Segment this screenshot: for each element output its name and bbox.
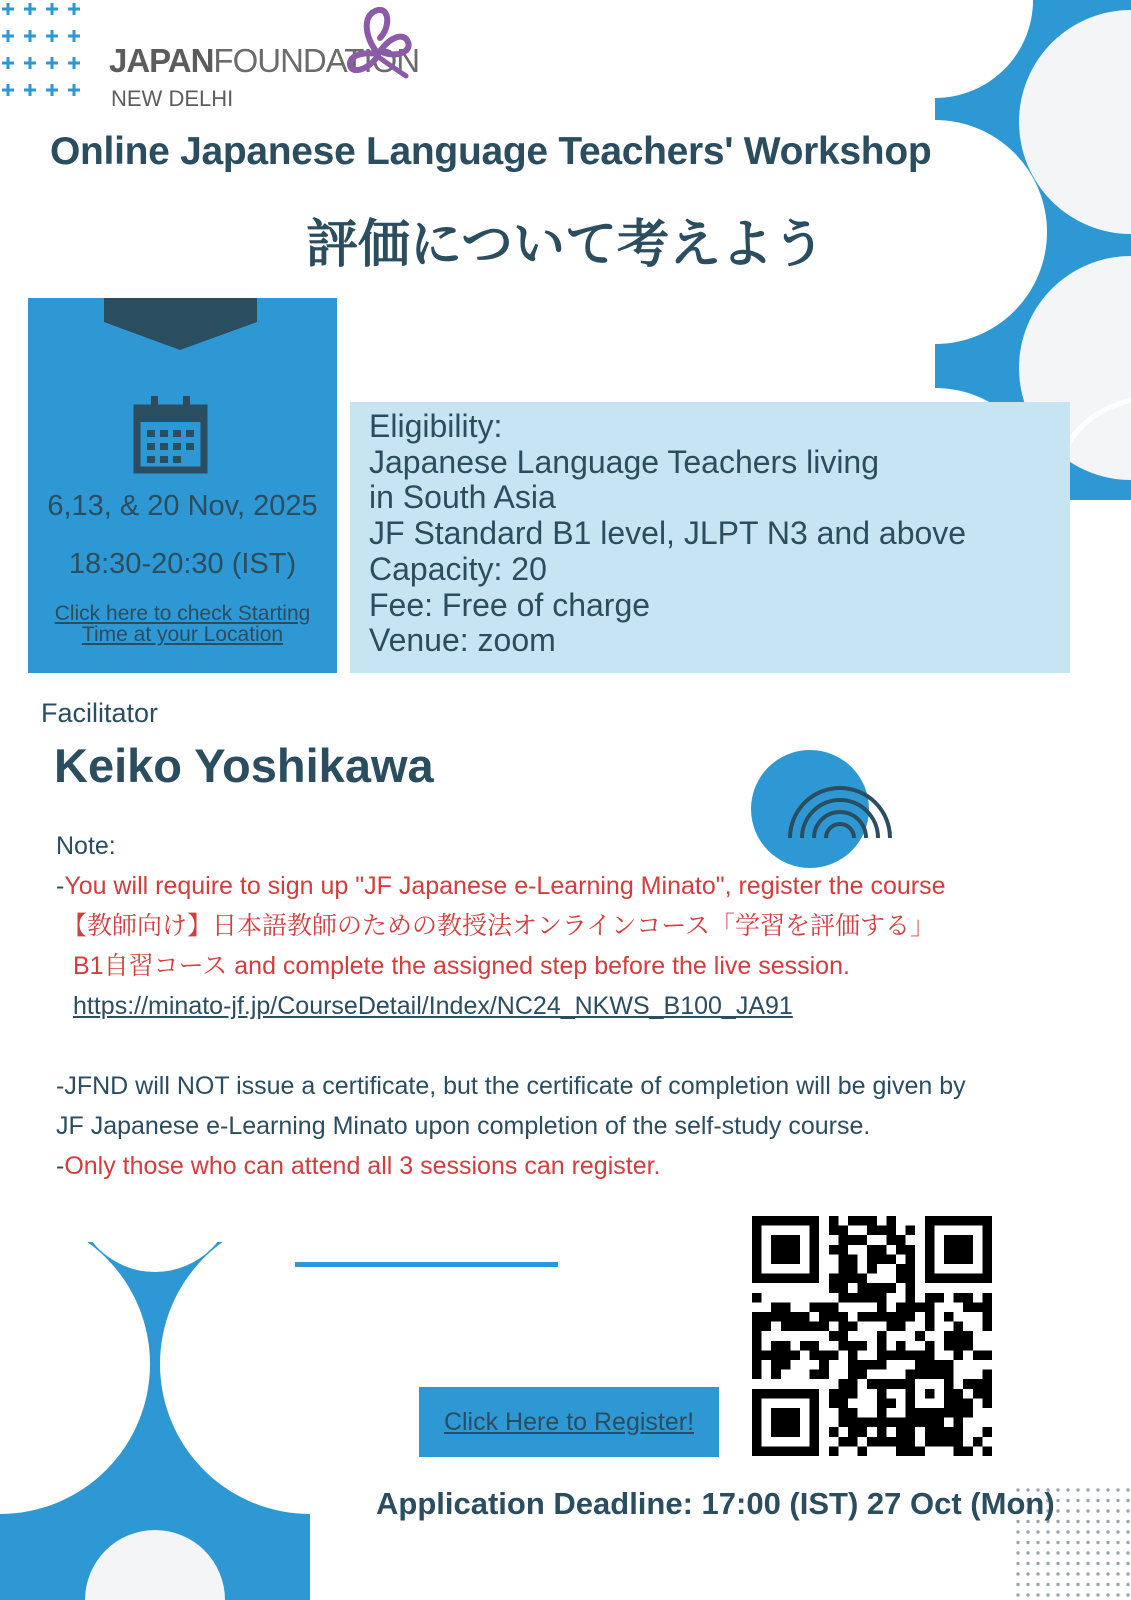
note-item-1-line-1	[56, 866, 966, 906]
notes-section	[56, 826, 966, 1186]
note-item-1-text: You will require to sign up "JF Japanese e-Learning Minato", register the course	[64, 872, 946, 900]
eligibility-line-1: Japanese Language Teachers living	[369, 443, 880, 480]
course-url-link[interactable]: https://minato-jf.jp/CourseDetail/Index/NC24_NKWS_B100_JA91	[73, 992, 793, 1020]
venue: Venue: zoom	[369, 622, 556, 659]
details-list	[369, 409, 966, 659]
facilitator-name: Keiko Yoshikawa	[54, 739, 434, 792]
facilitator-label: Facilitator	[41, 698, 159, 728]
logo-brand-rest: FOUNDATION	[213, 42, 420, 79]
timezone-link-line2[interactable]: Time at your Location	[81, 623, 284, 646]
calendar-icon	[133, 396, 208, 474]
note-item-3-text: Only those who can attend all 3 sessions can register.	[64, 1152, 661, 1180]
workshop-dates: 6,13, & 20 Nov, 2025	[47, 490, 318, 522]
notes-heading: Note:	[56, 832, 116, 860]
timezone-check-link[interactable]	[28, 603, 337, 645]
level-requirement: JF Standard B1 level, JLPT N3 and above	[369, 515, 967, 552]
fee: Fee: Free of charge	[369, 586, 651, 623]
note-dash: -	[56, 1152, 65, 1180]
qr-code-icon[interactable]	[752, 1215, 992, 1457]
note-item-1-line-2: 【教師向け】日本語教師のための教授法オンラインコース「学習を評価する」	[62, 912, 936, 940]
note-item-3	[56, 1146, 966, 1186]
butterfly-logo-icon	[344, 6, 414, 80]
workshop-title: Online Japanese Language Teachers' Workshop	[50, 130, 932, 173]
note-dash: -	[56, 872, 65, 900]
workshop-title-japanese: 評価について考えよう	[306, 216, 825, 274]
workshop-time: 18:30-20:30 (IST)	[68, 548, 297, 580]
petal-pattern-bottom-left	[0, 1242, 310, 1600]
timezone-link-line1[interactable]: Click here to check Starting	[54, 602, 311, 625]
register-button[interactable]: Click Here to Register!	[419, 1387, 719, 1457]
note-item-1-line-3: B1自習コース and complete the assigned step before the live session.	[73, 952, 850, 980]
note-item-2-line-2: JF Japanese e-Learning Minato upon completion of the self-study course.	[56, 1112, 871, 1140]
capacity: Capacity: 20	[369, 550, 547, 587]
eligibility-line-2: in South Asia	[369, 479, 556, 516]
logo-location: NEW DELHI	[111, 86, 234, 111]
note-item-2-line-1: -JFND will NOT issue a certificate, but the certificate of completion will be given by	[56, 1072, 966, 1100]
decorative-line	[295, 1262, 558, 1267]
logo-brand-bold: JAPAN	[109, 42, 214, 79]
application-deadline: Application Deadline: 17:00 (IST) 27 Oct (Mon)	[376, 1486, 1055, 1521]
eligibility-label: Eligibility:	[369, 408, 503, 444]
card-notch-decoration	[104, 298, 257, 350]
plus-pattern-decoration	[0, 0, 96, 110]
